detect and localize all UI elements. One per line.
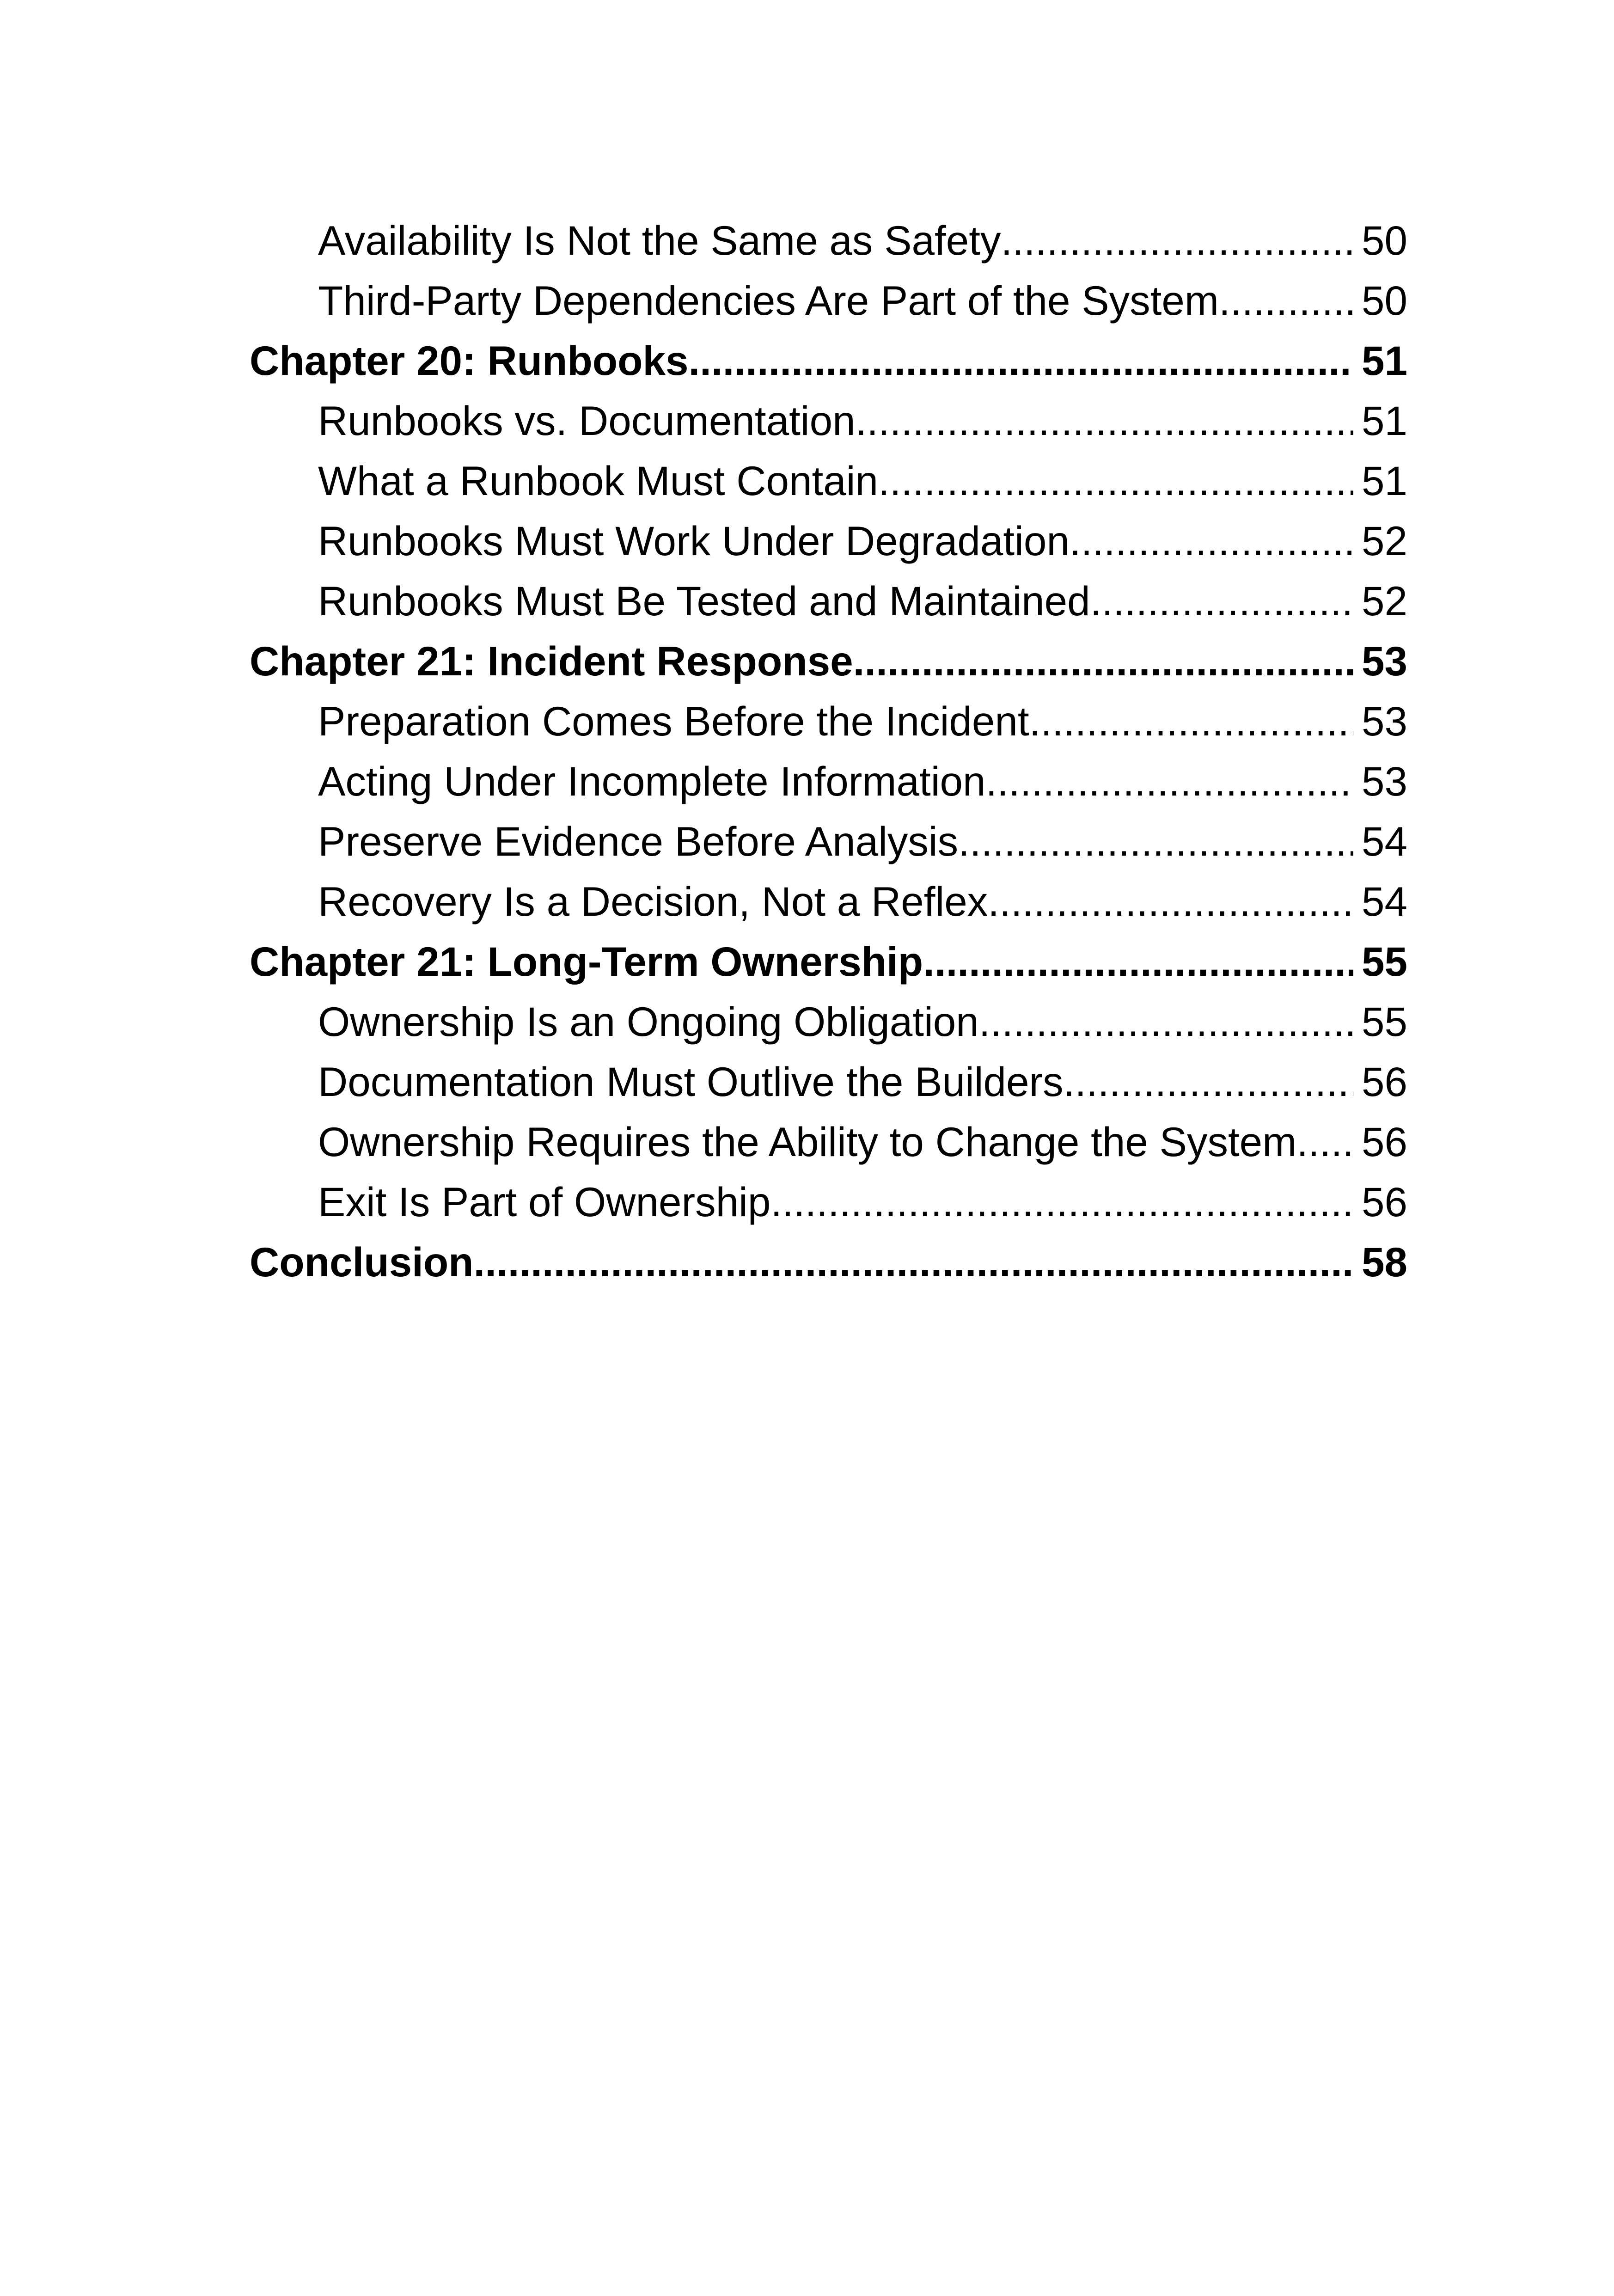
toc-entry[interactable] — [250, 391, 1407, 451]
toc-entry[interactable] — [250, 571, 1407, 631]
toc-entry-page: 54 — [1362, 818, 1407, 864]
toc-entry[interactable] — [250, 451, 1407, 511]
toc-entry-title: Preparation Comes Before the Incident — [318, 698, 1029, 744]
toc-dot-leader — [856, 391, 1353, 451]
toc-chapter-entry[interactable] — [250, 331, 1407, 391]
toc-dot-leader — [979, 992, 1353, 1052]
toc-entry[interactable] — [250, 210, 1407, 270]
toc-entry-title: What a Runbook Must Contain — [318, 458, 879, 504]
toc-entry-page: 53 — [1362, 638, 1407, 684]
toc-dot-leader — [988, 871, 1353, 931]
toc-dot-leader — [1219, 270, 1353, 331]
toc-entry-page: 58 — [1362, 1239, 1407, 1285]
toc-entry-page: 55 — [1362, 998, 1407, 1045]
toc-dot-leader — [986, 751, 1353, 811]
toc-dot-leader — [1090, 571, 1353, 631]
toc-entry-title: Exit Is Part of Ownership — [318, 1179, 771, 1225]
toc-entry-page: 52 — [1362, 578, 1407, 624]
toc-chapter-entry[interactable] — [250, 1232, 1407, 1292]
toc-entry-page: 51 — [1362, 337, 1407, 384]
toc-entry-title: Recovery Is a Decision, Not a Reflex — [318, 878, 988, 925]
table-of-contents — [250, 210, 1407, 1292]
toc-entry-page: 51 — [1362, 458, 1407, 504]
toc-entry[interactable] — [250, 1112, 1407, 1172]
toc-dot-leader — [1001, 210, 1353, 270]
toc-entry-title: Conclusion — [250, 1239, 474, 1285]
toc-entry[interactable] — [250, 511, 1407, 571]
toc-dot-leader — [1296, 1112, 1353, 1172]
toc-entry-title: Chapter 21: Long-Term Ownership — [250, 938, 923, 985]
toc-chapter-entry[interactable] — [250, 631, 1407, 691]
toc-dot-leader — [688, 331, 1353, 391]
toc-entry-title: Preserve Evidence Before Analysis — [318, 818, 959, 864]
toc-entry[interactable] — [250, 871, 1407, 931]
toc-entry[interactable] — [250, 1052, 1407, 1112]
toc-dot-leader — [853, 631, 1353, 691]
toc-dot-leader — [958, 811, 1353, 871]
toc-entry[interactable] — [250, 751, 1407, 811]
toc-entry[interactable] — [250, 1172, 1407, 1232]
toc-dot-leader — [923, 931, 1353, 992]
toc-entry[interactable] — [250, 992, 1407, 1052]
toc-entry-page: 53 — [1362, 698, 1407, 744]
toc-entry-title: Chapter 21: Incident Response — [250, 638, 853, 684]
toc-entry-title: Documentation Must Outlive the Builders — [318, 1059, 1064, 1105]
toc-entry-title: Runbooks vs. Documentation — [318, 398, 856, 444]
toc-entry-page: 56 — [1362, 1179, 1407, 1225]
toc-entry-page: 52 — [1362, 518, 1407, 564]
toc-dot-leader — [878, 451, 1353, 511]
toc-dot-leader — [1070, 511, 1353, 571]
toc-entry[interactable] — [250, 270, 1407, 331]
toc-entry-page: 51 — [1362, 398, 1407, 444]
toc-entry-title: Ownership Is an Ongoing Obligation — [318, 998, 979, 1045]
toc-chapter-entry[interactable] — [250, 931, 1407, 992]
toc-dot-leader — [770, 1172, 1353, 1232]
toc-entry-page: 56 — [1362, 1059, 1407, 1105]
toc-entry-title: Availability Is Not the Same as Safety — [318, 217, 1001, 263]
toc-entry-title: Ownership Requires the Ability to Change the System — [318, 1119, 1297, 1165]
toc-dot-leader — [474, 1232, 1353, 1292]
toc-entry-page: 53 — [1362, 758, 1407, 804]
toc-entry-page: 54 — [1362, 878, 1407, 925]
toc-dot-leader — [1064, 1052, 1353, 1112]
toc-entry-page: 55 — [1362, 938, 1407, 985]
toc-entry-title: Runbooks Must Work Under Degradation — [318, 518, 1070, 564]
toc-entry[interactable] — [250, 691, 1407, 751]
toc-entry-page: 56 — [1362, 1119, 1407, 1165]
toc-entry-title: Runbooks Must Be Tested and Maintained — [318, 578, 1090, 624]
toc-entry-title: Acting Under Incomplete Information — [318, 758, 986, 804]
toc-entry-title: Third-Party Dependencies Are Part of the System — [318, 277, 1219, 324]
toc-entry-page: 50 — [1362, 277, 1407, 324]
toc-entry-title: Chapter 20: Runbooks — [250, 337, 689, 384]
toc-entry-page: 50 — [1362, 217, 1407, 263]
toc-entry[interactable] — [250, 811, 1407, 871]
toc-dot-leader — [1029, 691, 1353, 751]
